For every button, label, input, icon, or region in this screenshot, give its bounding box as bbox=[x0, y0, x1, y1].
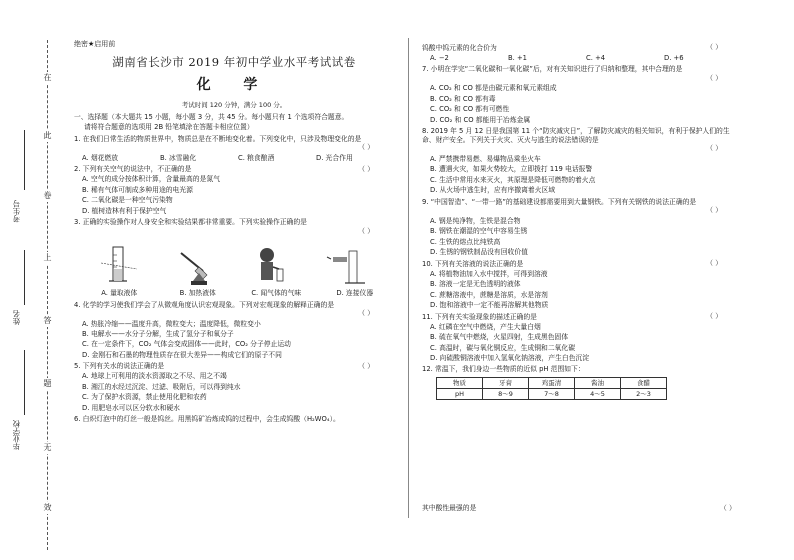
answer-paren[interactable]: （ ） bbox=[358, 309, 374, 318]
section-instruction-2: 请将符合题意的选项用 2B 铅笔填涂在答题卡相应位置） bbox=[84, 123, 254, 132]
answer-paren[interactable]: （ ） bbox=[706, 43, 722, 52]
question-11-stem: 11. 下列有关实验现象的描述正确的是 bbox=[422, 312, 537, 321]
option[interactable]: B. +1 bbox=[508, 53, 528, 62]
answer-paren[interactable]: （ ） bbox=[720, 504, 736, 512]
option[interactable]: B. 稀有气体可制成多种用途的电光源 bbox=[82, 185, 193, 194]
option[interactable]: A. 红磷在空气中燃烧，产生大量白烟 bbox=[430, 322, 541, 331]
option[interactable]: A. 空气的成分按体积计算，含量最高的是氮气 bbox=[82, 175, 220, 184]
option[interactable]: A. −2 bbox=[430, 53, 449, 62]
table-cell: 4～5 bbox=[575, 389, 621, 400]
option[interactable]: C. 在一定条件下，CO₂ 气体会变成固体——此时，CO₂ 分子停止运动 bbox=[82, 340, 291, 349]
graduated-cylinder-figure bbox=[97, 243, 143, 287]
seal-char: 上 bbox=[43, 253, 52, 262]
option[interactable]: D. 向硫酸铜溶液中加入氢氧化钠溶液，产生白色沉淀 bbox=[430, 353, 590, 362]
question-12-footer: 其中酸性最强的是 bbox=[422, 504, 477, 512]
answer-paren[interactable]: （ ） bbox=[706, 73, 722, 82]
option[interactable]: C. 闻气体的气味 bbox=[251, 289, 302, 298]
heating-liquid-figure bbox=[173, 243, 219, 287]
table-header: 鸡蛋清 bbox=[529, 377, 575, 388]
question-1-stem: 1. 在我们日常生活的物质世界中，物质总是在不断地变化着。下列变化中，只涉及物理变化的是 bbox=[74, 134, 362, 143]
question-10-stem: 10. 下列有关溶液的说法正确的是 bbox=[422, 259, 524, 268]
answer-paren[interactable]: （ ） bbox=[358, 361, 374, 370]
option[interactable]: A. 钢是纯净物，生铁是混合物 bbox=[430, 216, 521, 225]
option[interactable]: B. 加热液体 bbox=[179, 289, 216, 298]
option[interactable]: D. 连接仪器 bbox=[336, 289, 374, 298]
option[interactable]: C. 粮食酿酒 bbox=[238, 153, 275, 162]
option[interactable]: C. +4 bbox=[586, 53, 606, 62]
table-row bbox=[437, 377, 667, 388]
name-label: 姓名 bbox=[12, 310, 21, 325]
answer-paren[interactable]: （ ） bbox=[358, 164, 374, 173]
option[interactable]: B. 湘江的水经过沉淀、过滤、吸附后，可以得到纯水 bbox=[82, 382, 241, 391]
smelling-gas-figure bbox=[249, 243, 295, 287]
option[interactable]: A. CO₂ 和 CO 都是由碳元素和氧元素组成 bbox=[430, 84, 557, 93]
table-header: 食醋 bbox=[621, 377, 667, 388]
table-cell: 7～8 bbox=[529, 389, 575, 400]
seal-dashed-line bbox=[47, 40, 48, 550]
school-line[interactable] bbox=[24, 350, 25, 415]
option[interactable]: C. 为了保护水资源，禁止使用化肥和农药 bbox=[82, 393, 207, 402]
question-9-stem: 9. “中国智造”、“一带一路”的基础建设都需要用到大量钢铁。下列有关钢铁的说法正确的是 bbox=[422, 197, 697, 206]
question-5-stem: 5. 下列有关水的说法正确的是 bbox=[74, 362, 165, 371]
seal-char: 效 bbox=[43, 503, 52, 512]
candidate-number-label: 考生号 bbox=[12, 200, 21, 223]
option[interactable]: A. 地球上可利用的淡水资源取之不尽、用之不竭 bbox=[82, 372, 227, 381]
seal-char: 此 bbox=[43, 131, 52, 140]
question-8-stem: 8. 2019 年 5 月 12 日是我国第 11 个“防灾减灾日”，了解防灾减灾的相关知识，有利于保护人们的生命、财产安全。下列关于火灾、灭火与逃生的说法错误的是 bbox=[422, 127, 730, 144]
question-2-stem: 2. 下列有关空气的说法中，不正确的是 bbox=[74, 165, 192, 174]
option[interactable]: A. 烟花燃放 bbox=[82, 153, 119, 162]
option[interactable]: D. 生锈的钢铁制品没有回收价值 bbox=[430, 248, 528, 257]
candidate-number-line[interactable] bbox=[24, 130, 25, 190]
ph-table bbox=[436, 377, 667, 400]
option[interactable]: B. 溶液一定是无色透明的液体 bbox=[430, 280, 521, 289]
answer-paren[interactable]: （ ） bbox=[358, 143, 374, 152]
option[interactable]: A. 严禁携带易燃、易爆物品乘坐火车 bbox=[430, 154, 541, 163]
question-1-options bbox=[74, 154, 394, 162]
table-cell: 2～3 bbox=[621, 389, 667, 400]
option[interactable]: C. 生活中常用水来灭火，其原理是降低可燃物的着火点 bbox=[430, 175, 596, 184]
seal-char: 答 bbox=[43, 316, 52, 325]
option[interactable]: B. 冰雪融化 bbox=[160, 153, 197, 162]
school-label: 毕业学校 bbox=[12, 420, 21, 450]
option[interactable]: B. 遭遇火灾，如果火势较大，立即拨打 119 电话报警 bbox=[430, 165, 593, 174]
option[interactable]: D. 金刚石和石墨的物理性质存在很大差异——构成它们的原子不同 bbox=[82, 350, 282, 359]
figure-captions bbox=[74, 289, 394, 297]
left-page bbox=[74, 40, 394, 424]
subject-title: 化 学 bbox=[196, 77, 272, 94]
option[interactable]: B. 硫在氧气中燃烧，火星四射，生成黑色固体 bbox=[430, 333, 569, 342]
table-cell: 8～9 bbox=[483, 389, 529, 400]
seal-char: 题 bbox=[43, 379, 52, 388]
option[interactable]: B. CO₂ 和 CO 都有毒 bbox=[430, 94, 496, 103]
binding-margin bbox=[0, 0, 62, 560]
option[interactable]: D. 从火场中逃生时，应有序撤离着火区域 bbox=[430, 186, 556, 195]
section-instruction: 一、选择题（本大题共 15 小题，每小题 3 分，共 45 分。每小题只有 1 个选项符合题意。 bbox=[74, 112, 349, 121]
seal-char: 在 bbox=[43, 73, 52, 82]
option[interactable]: C. 高温时，碳与氧化铜反应，生成铜和二氧化碳 bbox=[430, 343, 576, 352]
answer-paren[interactable]: （ ） bbox=[358, 226, 374, 235]
option[interactable]: C. 蔗糖溶液中，蔗糖是溶质，水是溶剂 bbox=[430, 290, 548, 299]
secret-mark: 绝密★启用前 bbox=[74, 40, 116, 48]
table-header: 牙膏 bbox=[483, 377, 529, 388]
option[interactable]: D. +6 bbox=[664, 53, 684, 62]
option[interactable]: D. 用肥皂水可以区分软水和硬水 bbox=[82, 403, 180, 412]
right-page bbox=[422, 40, 742, 400]
name-line[interactable] bbox=[24, 250, 25, 305]
option[interactable]: B. 钢铁在潮湿的空气中容易生锈 bbox=[430, 227, 528, 236]
question-12-stem: 12. 常温下，我们身边一些物质的近似 pH 范围如下： bbox=[422, 365, 585, 374]
option[interactable]: C. CO₂ 和 CO 都有可燃性 bbox=[430, 105, 510, 114]
answer-paren[interactable]: （ ） bbox=[706, 259, 722, 268]
connecting-apparatus-figure bbox=[325, 243, 371, 287]
table-row bbox=[437, 389, 667, 400]
seal-char: 卷 bbox=[43, 191, 52, 200]
question-6-options bbox=[422, 54, 742, 62]
option[interactable]: A. 将植物油加入水中搅拌，可得到溶液 bbox=[430, 269, 548, 278]
lab-figures bbox=[74, 239, 394, 287]
option[interactable]: D. 饱和溶液中一定不能再溶解其他物质 bbox=[430, 301, 549, 310]
exam-info: 考试时间 120 分钟，满分 100 分。 bbox=[181, 100, 287, 109]
exam-title: 湖南省长沙市 2019 年初中学业水平考试试卷 bbox=[112, 54, 356, 69]
option[interactable]: A. 量取液体 bbox=[101, 289, 138, 298]
option[interactable]: D. 光合作用 bbox=[316, 153, 353, 162]
option[interactable]: B. 电解水——水分子分解，生成了氢分子和氧分子 bbox=[82, 329, 234, 338]
option[interactable]: A. 热胀冷缩——温度升高，微粒变大；温度降低，微粒变小 bbox=[82, 319, 261, 328]
table-cell: pH bbox=[437, 389, 483, 400]
answer-paren[interactable]: （ ） bbox=[706, 312, 722, 321]
page-divider bbox=[408, 38, 409, 518]
question-6-continued: 钨酸中钨元素的化合价为 bbox=[422, 44, 497, 52]
question-6-stem: 6. 白炽灯泡中的灯丝一般是钨丝。用黑钨矿冶炼成钨的过程中，会生成钨酸（H₂WO₄）。 bbox=[74, 415, 340, 424]
option[interactable]: C. 生铁的熔点比纯铁高 bbox=[430, 237, 501, 246]
question-4-stem: 4. 化学的学习使我们学会了从微观角度认识宏观现象。下列对宏观现象的解释正确的是 bbox=[74, 300, 335, 309]
answer-paren[interactable]: （ ） bbox=[706, 206, 722, 215]
answer-paren[interactable]: （ ） bbox=[706, 144, 722, 153]
option[interactable]: D. CO₂ 和 CO 都能用于冶炼金属 bbox=[430, 115, 531, 124]
table-header: 物质 bbox=[437, 377, 483, 388]
seal-char: 无 bbox=[43, 443, 52, 452]
option[interactable]: D. 植树造林有利于保护空气 bbox=[82, 206, 167, 215]
question-3-stem: 3. 正确的实验操作对人身安全和实验结果都非常重要。下列实验操作正确的是 bbox=[74, 218, 307, 227]
option[interactable]: C. 二氧化碳是一种空气污染物 bbox=[82, 196, 173, 205]
question-7-stem: 7. 小明在学完“二氧化碳和一氧化碳”后，对有关知识进行了归纳和整理，其中合理的是 bbox=[422, 65, 683, 74]
table-header: 酱油 bbox=[575, 377, 621, 388]
